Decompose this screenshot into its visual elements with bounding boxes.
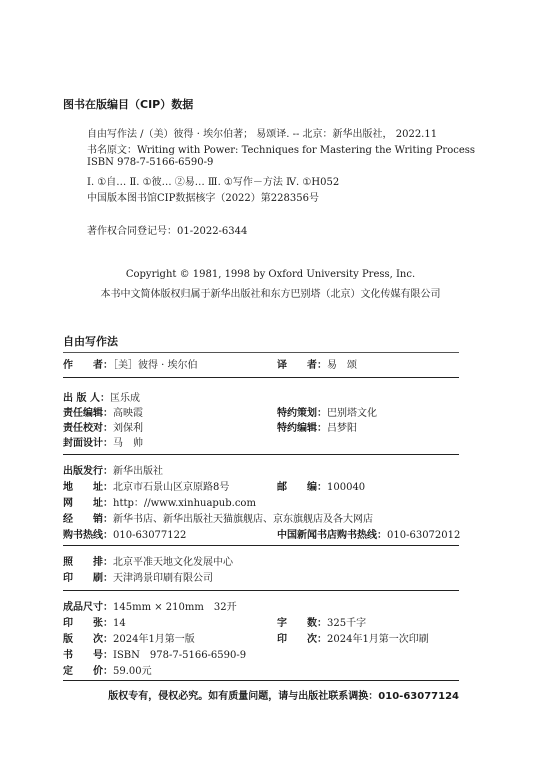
editor-label: 责任编辑： — [63, 408, 113, 419]
cover-row — [63, 434, 143, 449]
translator-label: 译 者： — [277, 360, 327, 371]
rights-notice: 本书中文简体版权归属于新华出版社和东方巴别塔（北京）文化传媒有限公司 — [100, 289, 441, 300]
special-editor-value: 吕梦阳 — [327, 423, 357, 434]
author-row — [63, 356, 198, 371]
author-value: ［美］彼得 · 埃尔伯 — [113, 360, 198, 371]
size-value: 145mm × 210mm 32开 — [113, 602, 237, 613]
editor-value: 高映霞 — [113, 408, 143, 419]
copyright-registration: 著作权合同登记号：01-2022-6344 — [87, 226, 248, 237]
edition-value: 2024年1月第一版 — [113, 634, 195, 645]
address-row — [63, 478, 229, 493]
hotline-value: 010-63077122 — [113, 530, 187, 541]
postcode-value: 100040 — [327, 482, 366, 493]
address-label: 地 址： — [63, 482, 113, 493]
edition-row — [63, 630, 195, 645]
printing-value: 2024年1月第一次印刷 — [327, 634, 429, 645]
special-editor-row — [277, 419, 357, 434]
divider — [63, 680, 459, 681]
divider — [63, 377, 459, 378]
size-row — [63, 598, 237, 613]
web-label: 网 址： — [63, 498, 113, 509]
proof-row — [63, 419, 143, 434]
cip-line: ISBN 978-7-5166-6590-9 — [87, 157, 214, 168]
size-label: 成品尺寸： — [63, 602, 113, 613]
cover-label: 封面设计： — [63, 438, 113, 449]
issuer-value: 新华出版社 — [113, 466, 163, 477]
author-label: 作 者： — [63, 360, 113, 371]
proof-label: 责任校对： — [63, 423, 113, 434]
special-editor-label: 特约编辑： — [277, 423, 327, 434]
price-label: 定 价： — [63, 666, 113, 677]
sales-value: 新华书店、新华出版社天猫旗舰店、京东旗舰店及各大网店 — [113, 514, 373, 525]
net-hotline-row — [277, 526, 460, 541]
edition-label: 版 次： — [63, 634, 113, 645]
printing-row — [277, 630, 429, 645]
cip-heading: 图书在版编目（CIP）数据 — [63, 98, 194, 111]
price-value: 59.00元 — [113, 666, 152, 677]
net-hotline-value: 010-63072012 — [387, 530, 461, 541]
issuer-row — [63, 462, 163, 477]
planner-value: 巴别塔文化 — [327, 408, 377, 419]
postcode-row — [277, 478, 365, 493]
divider — [63, 454, 459, 455]
divider — [63, 352, 459, 353]
printer-label: 印 刷： — [63, 573, 113, 584]
typeset-value: 北京平准天地文化发展中心 — [113, 557, 233, 568]
copyright-notice: Copyright © 1981, 1998 by Oxford University Press, Inc. — [125, 269, 416, 280]
cip-line: 中国版本图书馆CIP数据核字（2022）第228356号 — [87, 193, 319, 204]
printer-value: 天津鸿景印刷有限公司 — [113, 573, 213, 584]
book-title: 自由写作法 — [63, 335, 118, 348]
words-row — [277, 614, 366, 629]
editor-row — [63, 404, 143, 419]
address-value: 北京市石景山区京原路8号 — [113, 482, 230, 493]
divider — [63, 545, 459, 546]
publisher-row — [63, 389, 140, 404]
postcode-label: 邮 编： — [277, 482, 327, 493]
typeset-label: 照 排： — [63, 557, 113, 568]
publisher-label: 出 版 人： — [63, 393, 110, 404]
printer-row — [63, 569, 213, 584]
planner-row — [277, 404, 377, 419]
sheets-value: 14 — [113, 618, 126, 629]
issuer-label: 出版发行： — [63, 466, 113, 477]
cover-value: 马 帅 — [113, 438, 143, 449]
planner-label: 特约策划： — [277, 408, 327, 419]
isbn-label: 书 号： — [63, 650, 113, 661]
isbn-value: ISBN 978-7-5166-6590-9 — [113, 650, 247, 661]
net-hotline-label: 中国新闻书店购书热线： — [277, 530, 387, 541]
proof-value: 刘保利 — [113, 423, 143, 434]
publisher-value: 匡乐成 — [109, 393, 140, 404]
sheets-row — [63, 614, 126, 629]
sales-row — [63, 510, 373, 525]
printing-label: 印 次： — [277, 634, 327, 645]
cip-line: Ⅰ. ①自… Ⅱ. ①彼… ②易… Ⅲ. ①写作－方法 Ⅳ. ①H052 — [87, 177, 340, 188]
web-value: http：//www.xinhuapub.com — [113, 498, 256, 509]
typeset-row — [63, 553, 233, 568]
words-value: 325千字 — [327, 618, 367, 629]
isbn-row — [63, 646, 246, 661]
translator-value: 易 颂 — [327, 360, 357, 371]
cip-line: 书名原文：Writing with Power: Techniques for Mastering the Writing Process — [87, 145, 476, 156]
hotline-row — [63, 526, 186, 541]
price-row — [63, 662, 152, 677]
words-label: 字 数： — [277, 618, 327, 629]
sales-label: 经 销： — [63, 514, 113, 525]
footer-notice: 版权专有，侵权必究。如有质量问题，请与出版社联系调换：010-63077124 — [108, 691, 459, 702]
cip-line: 自由写作法 /（美）彼得 · 埃尔伯著； 易颂译. -- 北京：新华出版社， 2022.11 — [87, 129, 438, 140]
web-row — [63, 494, 256, 509]
hotline-label: 购书热线： — [63, 530, 113, 541]
translator-row — [277, 356, 357, 371]
divider — [63, 590, 459, 591]
sheets-label: 印 张： — [63, 618, 113, 629]
